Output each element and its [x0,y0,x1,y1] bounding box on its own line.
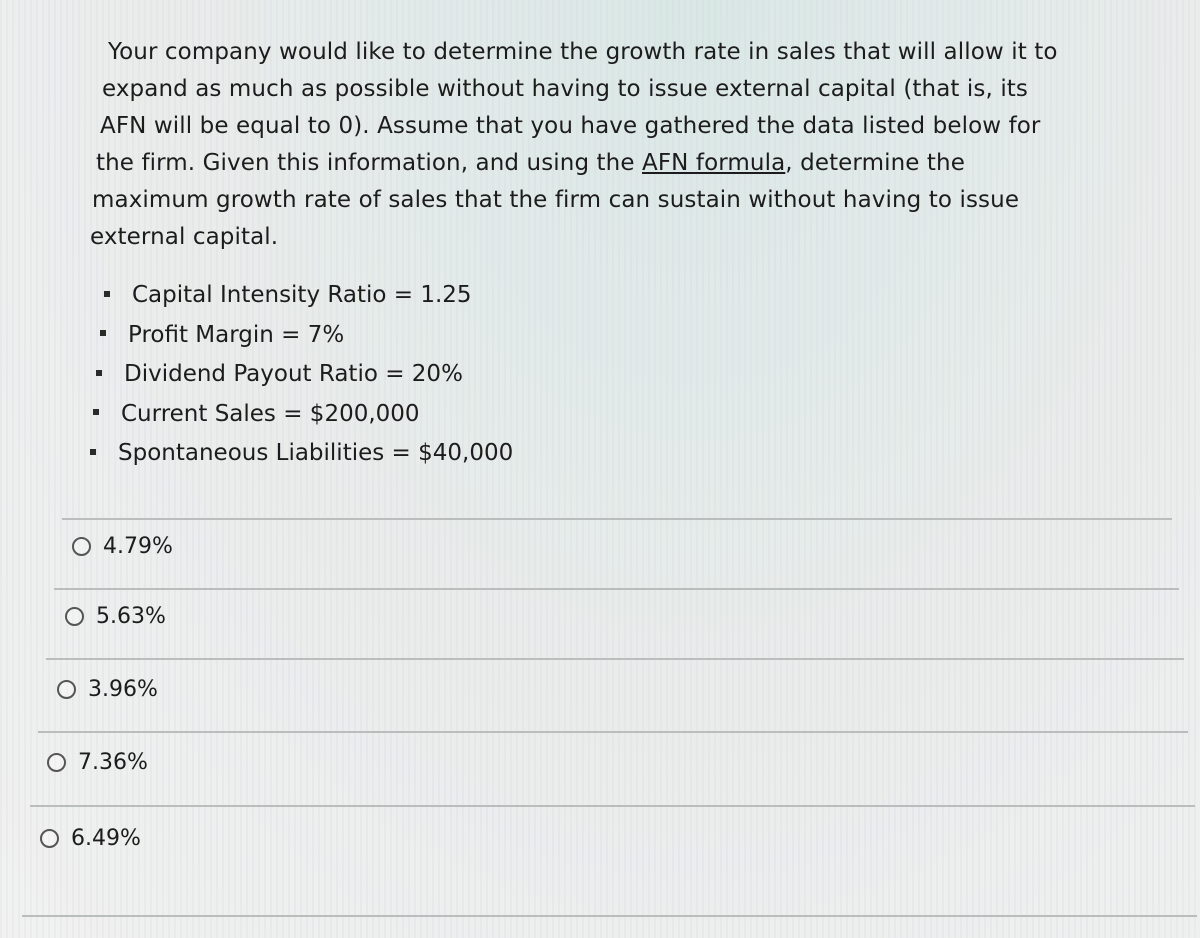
answer-option[interactable] [65,604,166,629]
question-line-with-link [90,145,1150,182]
divider [54,588,1179,590]
list-item [90,434,513,474]
list-item [90,395,513,435]
list-item [90,355,513,395]
bullet-icon [93,409,99,415]
question-line: AFN will be equal to 0). Assume that you have gathered the data listed below for [100,113,1041,139]
answer-option-label: 4.79% [103,534,173,559]
data-item-current-sales: Current Sales = $200,000 [121,400,420,427]
bullet-icon [104,291,110,297]
question-line: maximum growth rate of sales that the firm can sustain without having to issue [92,187,1020,213]
data-item-capital-intensity: Capital Intensity Ratio = 1.25 [132,282,472,308]
question-line: external capital. [90,224,279,250]
divider [38,731,1188,733]
radio-button[interactable] [40,829,59,848]
radio-button[interactable] [57,680,76,699]
answer-option-label: 6.49% [71,826,141,851]
data-item-spontaneous-liabilities: Spontaneous Liabilities = $40,000 [118,440,514,466]
bullet-icon [90,449,96,455]
question-line: expand as much as possible without having to issue external capital (that is, its [102,76,1029,102]
answer-option[interactable] [47,750,148,775]
answer-option-label: 5.63% [96,604,166,629]
bullet-icon [100,330,106,336]
given-data-list [90,276,513,474]
answer-option[interactable] [57,677,158,702]
data-item-dividend-payout: Dividend Payout Ratio = 20% [124,361,463,387]
divider [46,658,1184,660]
question-line-start: the firm. Given this information, and using the [96,150,643,176]
divider [30,805,1195,807]
afn-formula-link[interactable]: AFN formula [642,150,786,176]
answer-option[interactable] [40,826,141,851]
divider [22,915,1197,917]
question-text [90,34,1150,256]
answer-option-label: 7.36% [78,750,148,775]
list-item [90,276,513,316]
list-item [90,316,513,356]
question-line-end: , determine the [785,150,965,176]
radio-button[interactable] [65,607,84,626]
bullet-icon [96,370,102,376]
radio-button[interactable] [47,753,66,772]
data-item-profit-margin: Profit Margin = 7% [128,321,345,348]
question-line: Your company would like to determine the growth rate in sales that will allow it to [108,39,1058,65]
answer-option[interactable] [72,534,173,559]
answer-option-label: 3.96% [88,677,158,702]
radio-button[interactable] [72,537,91,556]
divider [62,518,1172,520]
